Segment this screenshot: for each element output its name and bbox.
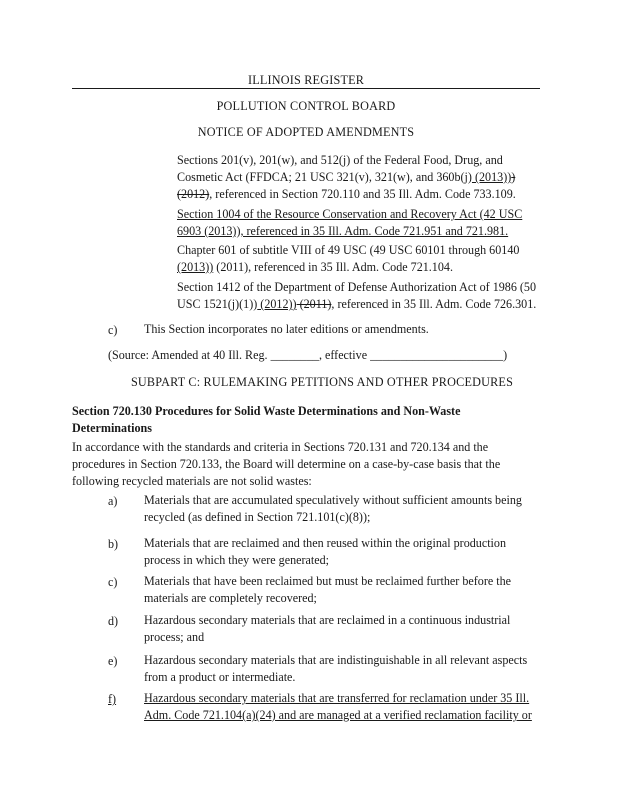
- list-item: Hazardous secondary materials that are reclaimed in a continuous industrial process; and: [144, 613, 511, 644]
- inserted-text: (2013)): [471, 170, 512, 184]
- ref-ffdca-line2: Cosmetic Act (FFDCA; 21 USC 321(v), 321(w), and 360b(j) (2013))): [177, 170, 516, 184]
- register-title: ILLINOIS REGISTER: [247, 73, 365, 87]
- notice-title: NOTICE OF ADOPTED AMENDMENTS: [197, 125, 415, 139]
- source-note: (Source: Amended at 40 Ill. Reg. ________, effective ______________________): [108, 348, 508, 362]
- ref-ffdca-line1: Sections 201(v), 201(w), and 512(j) of the Federal Food, Drug, and: [177, 153, 503, 167]
- list-item-label: b): [108, 537, 119, 551]
- intro-paragraph: In accordance with the standards and criteria in Sections 720.131 and 720.134 and the procedures in Section 720.133, the Board will determine on a case-by-case basis that the following recycled materials are not solid wastes:: [72, 440, 501, 488]
- ref-rcra-line2: 6903 (2013)), referenced in 35 Ill. Adm. Code 721.951 and 721.981.: [177, 224, 509, 238]
- item-c-label: c): [108, 323, 118, 337]
- list-item-label: f): [108, 692, 117, 706]
- ref-chapter601-line2: (2013)) (2011), referenced in 35 Ill. Adm. Code 721.104.: [177, 260, 453, 274]
- list-item: Hazardous secondary materials that are transferred for reclamation under 35 Ill. Adm. Code 721.104(a)(24) and are managed at a verified reclamation facility or: [144, 691, 532, 722]
- ref-rcra: [177, 206, 557, 240]
- section-heading: Section 720.130 Procedures for Solid Waste Determinations and Non-Waste Determinations: [72, 404, 461, 435]
- list-item-label: a): [108, 494, 118, 508]
- ref-chapter601: [177, 242, 557, 276]
- ref-dod: [177, 279, 562, 313]
- list-item: Materials that are accumulated speculatively without sufficient amounts being recycled (as defined in Section 721.101(c)(8));: [144, 493, 522, 524]
- inserted-text: (2012)): [257, 297, 297, 311]
- header-rule: [72, 88, 540, 89]
- list-item: Hazardous secondary materials that are indistinguishable in all relevant aspects from a product or intermediate.: [144, 653, 528, 684]
- item-c-text: This Section incorporates no later editions or amendments.: [144, 322, 429, 336]
- ref-chapter601-line1: Chapter 601 of subtitle VIII of 49 USC (49 USC 60101 through 60140: [177, 243, 520, 257]
- ref-rcra-line1: Section 1004 of the Resource Conservation and Recovery Act (42 USC: [177, 207, 523, 221]
- deleted-text: ): [511, 170, 516, 184]
- deleted-text: (2012): [177, 187, 210, 201]
- ref-dod-line1: Section 1412 of the Department of Defense Authorization Act of 1986 (50: [177, 280, 537, 294]
- deleted-text: (2011): [296, 297, 332, 311]
- list-item-label: c): [108, 575, 118, 589]
- list-item-label: e): [108, 654, 118, 668]
- ref-ffdca: [177, 152, 557, 203]
- inserted-text: (2013)): [177, 260, 214, 274]
- subpart-heading: SUBPART C: RULEMAKING PETITIONS AND OTHER PROCEDURES: [130, 375, 514, 389]
- list-item: Materials that have been reclaimed but must be reclaimed further before the materials are completely recovered;: [144, 574, 512, 605]
- ref-dod-line2: USC 1521(j)(1)) (2012)) (2011), referenced in 35 Ill. Adm. Code 726.301.: [177, 297, 537, 311]
- board-name: POLLUTION CONTROL BOARD: [216, 99, 396, 113]
- ref-ffdca-line3: (2012), referenced in Section 720.110 and 35 Ill. Adm. Code 733.109.: [177, 187, 516, 201]
- list-item: Materials that are reclaimed and then reused within the original production process in which they were generated;: [144, 536, 507, 567]
- list-item-label: d): [108, 614, 119, 628]
